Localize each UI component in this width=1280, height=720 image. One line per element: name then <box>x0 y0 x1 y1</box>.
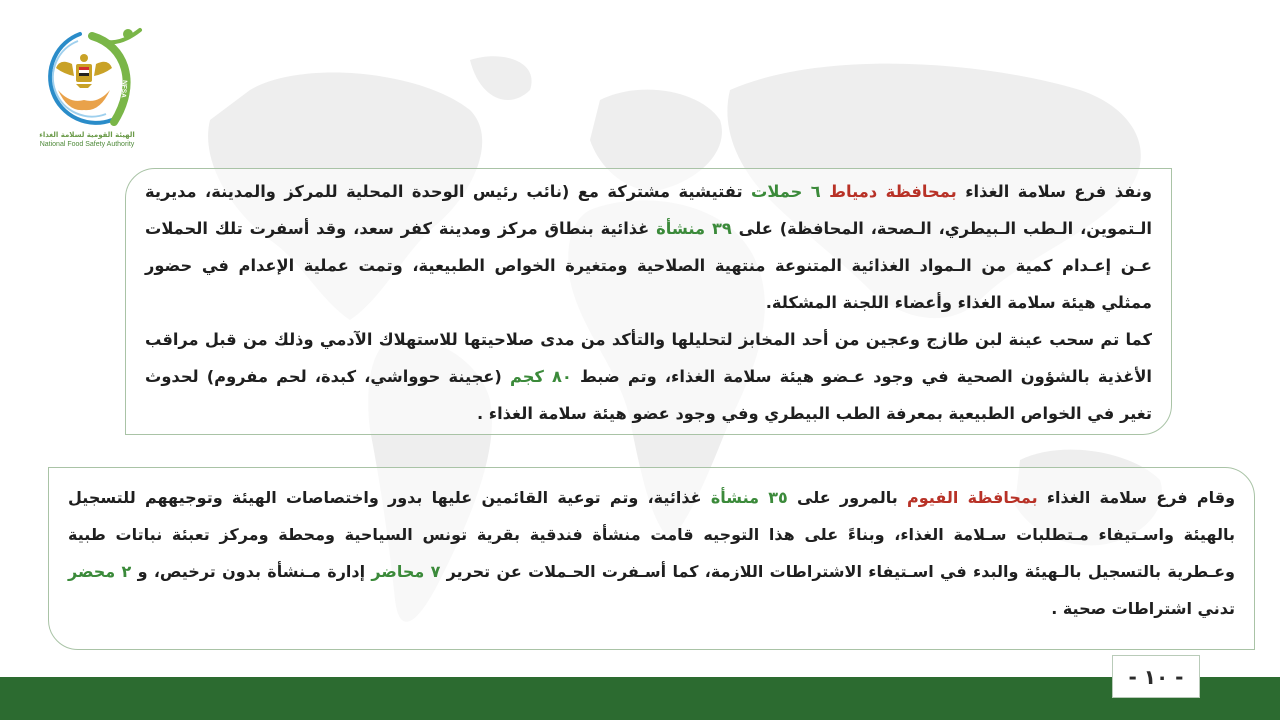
nfsa-logo <box>30 24 144 152</box>
eagle-emblem <box>56 54 112 88</box>
text-segment: الأغذية بالشؤون الصحية في وجود عـضو هيئة سلامة الغذاء، وتم ضبط <box>571 367 1153 386</box>
text-segment: ونفذ فرع سلامة الغذاء <box>956 182 1153 201</box>
text-line <box>68 516 1235 553</box>
text-segment: إدارة مـنشأة بدون ترخيص، و <box>131 562 372 581</box>
text-line <box>145 247 1152 284</box>
count-highlight: ٦ حملات <box>751 182 821 201</box>
text-line <box>68 479 1235 516</box>
text-line <box>68 590 1235 627</box>
quantity-highlight: ٨٠ كجم <box>509 367 572 386</box>
text-line <box>145 358 1152 395</box>
text-segment: عـن إعـدام كمية من الـمواد الغذائية المتنوعة منتهية الصلاحية ومتغيرة الخواص الطبيعية، وتمت عملية الإعدام في حضور <box>145 256 1152 275</box>
text-line <box>68 553 1235 590</box>
count-highlight: ٣٩ منشأة <box>656 219 732 238</box>
count-highlight: ٣٥ منشأة <box>710 488 788 507</box>
text-line <box>145 395 1152 432</box>
governorate-highlight: بمحافظة دمياط <box>820 182 957 201</box>
text-line <box>145 173 1152 210</box>
governorate-highlight: بمحافظة الفيوم <box>907 488 1038 507</box>
logo-name-arabic: الهيئة القومية لسلامة الغذاء <box>39 131 135 139</box>
text-segment: كما تم سحب عينة لبن طازج وعجين من أحد المخابز لتحليلها والتأكد من مدى صلاحيتها للاستهلاك الآدمي وذلك من قبل مراقب <box>145 330 1152 349</box>
page-number: - ١٠ - <box>1112 655 1200 698</box>
footer-band <box>0 677 1280 720</box>
logo-name-english: National Food Safety Authority <box>39 141 135 148</box>
text-segment: الـتموين، الـطب الـبيطري، الـصحة، المحافظة) على <box>731 219 1152 238</box>
nfsa-emblem <box>30 24 144 136</box>
text-segment: ممثلي هيئة سلامة الغذاء وأعضاء اللجنة المشكلة. <box>765 293 1152 312</box>
count-highlight: ٢ محضر <box>68 562 132 581</box>
text-segment: وعـطرية بالتسجيل بالـهيئة والبدء في اسـتيفاء الاشتراطات اللازمة، كما أسـفرت الحـملات عن تحرير <box>440 562 1235 581</box>
fayoum-campaign-box <box>48 467 1255 650</box>
text-segment: تغير في الخواص الطبيعية بمعرفة الطب البيطري وفي وجود عضو هيئة سلامة الغذاء . <box>476 404 1152 423</box>
text-segment: تدني اشتراطات صحية . <box>1051 599 1235 618</box>
text-segment: وقام فرع سلامة الغذاء <box>1037 488 1236 507</box>
text-segment: بالهيئة واسـتيفاء مـتطلبات سـلامة الغذاء، وبناءً على هذا التوجيه قامت منشأة فندقية بقرية تونس السياحية ومحطة ومركز تعبئة نباتات طبية <box>68 525 1235 544</box>
continent-shape <box>470 56 532 100</box>
text-segment: تفتيشية مشتركة مع (نائب رئيس الوحدة المحلية للمركز والمدينة، مديرية <box>145 182 752 201</box>
logo-abbr: NFSA <box>119 79 128 99</box>
count-highlight: ٧ محاضر <box>371 562 441 581</box>
text-segment: بالمرور على <box>787 488 908 507</box>
text-segment: غذائية، وتم توعية القائمين عليها بدور واختصاصات الهيئة وتوجيههم للتسجيل <box>68 488 711 507</box>
text-segment: غذائية بنطاق مركز ومدينة كفر سعد، وقد أسفرت تلك الحملات <box>145 219 657 238</box>
text-line <box>145 284 1152 321</box>
text-line <box>145 321 1152 358</box>
text-line <box>145 210 1152 247</box>
damietta-campaign-box <box>125 168 1172 435</box>
text-segment: (عجينة حوواشي، كبدة، لحم مفروم) لحدوث <box>145 367 510 386</box>
